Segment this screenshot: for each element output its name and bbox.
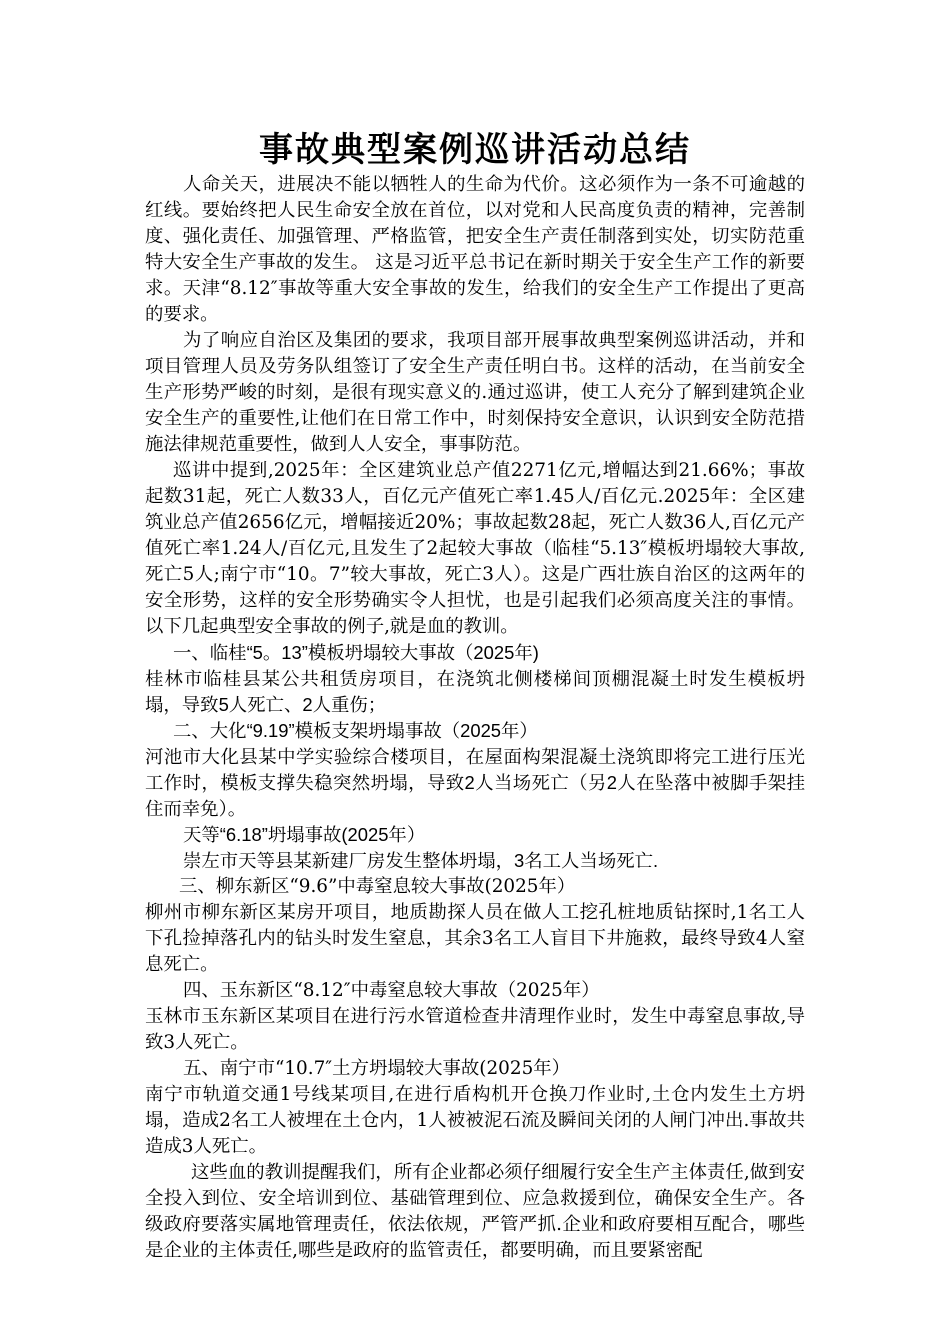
- case-heading-2: 二、大化“9.19”模板支架坍塌事故（2025年）: [173, 720, 538, 741]
- document-body: [145, 172, 805, 1264]
- case-heading-4: 四、玉东新区“8.12″中毒窒息较大事故（2025年）: [183, 980, 600, 1001]
- case-body-2: 河池市大化县某中学实验综合楼项目，在屋面构架混凝土浇筑即将完工进行压光工作时，模板支撑失稳突然坍塌，导致2人当场死亡（另2人在坠落中被脚手架挂住而幸免）。: [145, 746, 805, 819]
- case-heading-tiandeng: 天等“6.18”坍塌事故(2025年）: [183, 824, 426, 845]
- case-heading-5: 五、南宁市“10.7″土方坍塌较大事故(2025年）: [183, 1058, 571, 1079]
- case-heading-1: 一、临桂“5。13”模板坍塌较大事故（2025年): [173, 642, 539, 663]
- case-body-tiandeng: 崇左市天等县某新建厂房发生整体坍塌，3名工人当场死亡.: [183, 850, 659, 871]
- case-body-3: 柳州市柳东新区某房开项目，地质勘探人员在做人工挖孔桩地质钻探时,1名工人下孔捡掉落孔内的钻头时发生窒息，其余3名工人盲目下井施救，最终导致4人窒息死亡。: [145, 902, 805, 975]
- paragraph-statistics: 巡讲中提到,2025年：全区建筑业总产值2271亿元,增幅达到21.66%；事故起数31起，死亡人数33人，百亿元产值死亡率1.45人/百亿元.2025年：全区建筑业总产值2656亿元，增幅接近20%；事故起数28起，死亡人数36人,百亿元产值死亡率1.24人/百亿元,且发生了2起较大事故（临桂“5.13″模板坍塌较大事故,死亡5人;南宁市“10。7”较大事故，死亡3人）。这是广西壮族自治区的这两年的安全形势，这样的安全形势确实令人担忧，也是引起我们必须高度关注的事情。以下几起典型安全事故的例子,就是血的教训。: [145, 460, 805, 637]
- case-body-1: 桂林市临桂县某公共租赁房项目，在浇筑北侧楼梯间顶棚混凝土时发生模板坍塌，导致5人死亡、2人重伤；: [145, 668, 805, 715]
- paragraph-conclusion: 这些血的教训提醒我们，所有企业都必须仔细履行安全生产主体责任,做到安全投入到位、安全培训到位、基础管理到位、应急救援到位，确保安全生产。各级政府要落实属地管理责任，依法依规，严管严抓.企业和政府要相互配合，哪些是企业的主体责任,哪些是政府的监管责任，都要明确，而且要紧密配: [145, 1162, 805, 1261]
- document-title: 事故典型案例巡讲活动总结: [259, 130, 691, 170]
- paragraph-response: 为了响应自治区及集团的要求，我项目部开展事故典型案例巡讲活动，并和项目管理人员及劳务队组签订了安全生产责任明白书。这样的活动，在当前安全生产形势严峻的时刻，是很有现实意义的.通过巡讲，使工人充分了解到建筑企业安全生产的重要性,让他们在日常工作中，时刻保持安全意识，认识到安全防范措施法律规范重要性，做到人人安全，事事防范。: [145, 330, 805, 455]
- paragraph-intro: 人命关天，进展决不能以牺牲人的生命为代价。这必须作为一条不可逾越的红线。要始终把人民生命安全放在首位，以对党和人民高度负责的精神，完善制度、强化责任、加强管理、严格监管，把安全生产责任制落到实处，切实防范重特大安全生产事故的发生。 这是习近平总书记在新时期关于安全生产工作的新要求。天津“8.12″事故等重大安全事故的发生，给我们的安全生产工作提出了更高的要求。: [145, 174, 805, 325]
- case-heading-3: 三、柳东新区“9.6”中毒窒息较大事故(2025年）: [179, 876, 576, 897]
- case-body-4: 玉林市玉东新区某项目在进行污水管道检查井清理作业时，发生中毒窒息事故,导致3人死亡。: [145, 1006, 805, 1053]
- case-body-5: 南宁市轨道交通1号线某项目,在进行盾构机开仓换刀作业时,土仓内发生土方坍塌，造成2名工人被埋在土仓内，1人被被泥石流及瞬间关闭的人闸门冲出.事故共造成3人死亡。: [145, 1084, 805, 1157]
